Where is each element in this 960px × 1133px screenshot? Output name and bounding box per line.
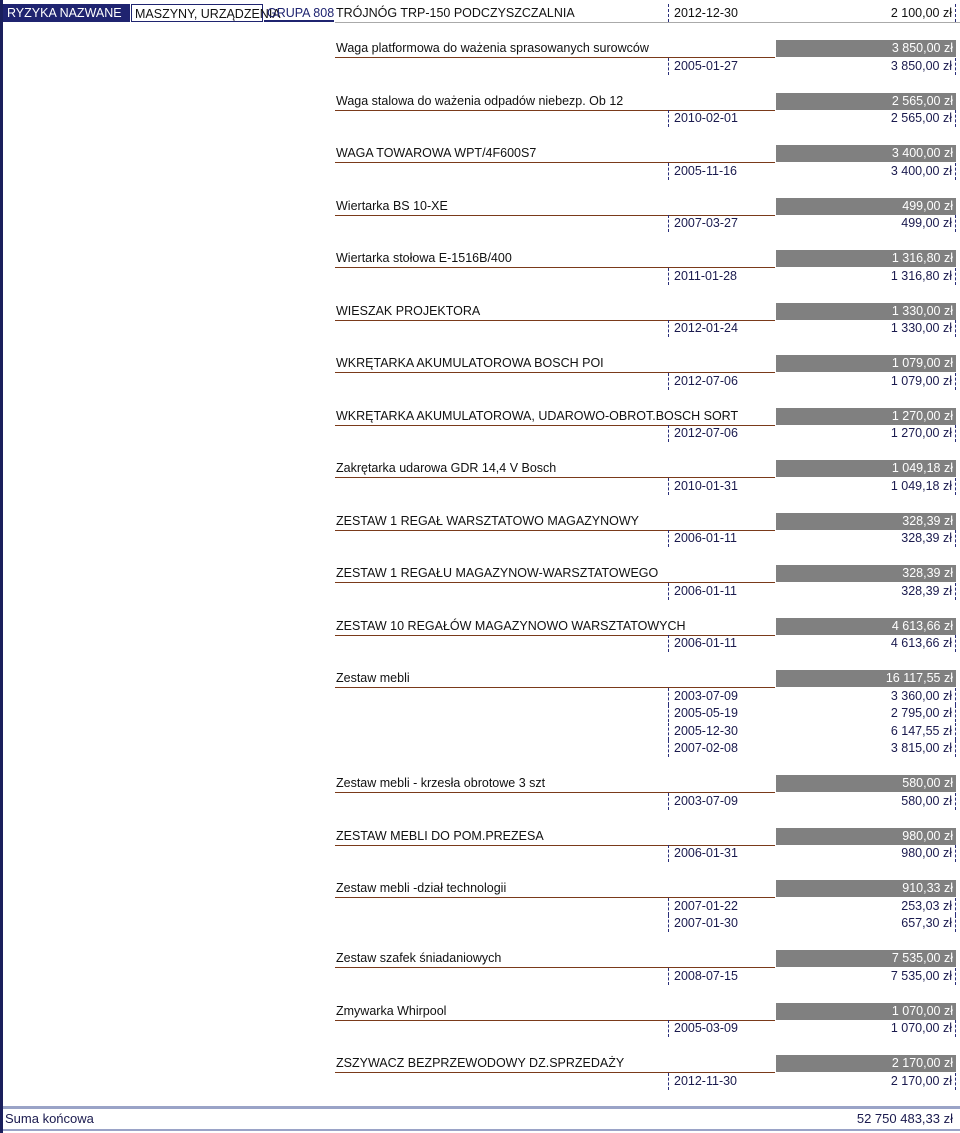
date-row (0, 1020, 960, 1037)
grand-total-value: 52 750 483,33 zł (856, 1111, 953, 1126)
date-row (0, 583, 960, 600)
row-date: 2005-11-16 (668, 163, 768, 180)
date-row (0, 915, 960, 932)
row-value: 3 360,00 zł (776, 688, 956, 705)
item-subtotal: 7 535,00 zł (891, 951, 953, 965)
date-row (0, 740, 960, 757)
row-date: 2005-01-27 (668, 58, 768, 75)
date-row (0, 425, 960, 442)
date-row (0, 688, 960, 705)
item-name[interactable]: ZESTAW MEBLI DO POM.PREZESA (336, 828, 544, 843)
subcategory-header-cell[interactable]: MASZYNY, URZĄDZENIA (131, 4, 263, 22)
row-date: 2005-03-09 (668, 1020, 768, 1037)
date-row (0, 215, 960, 232)
row-date: 2008-07-15 (668, 968, 768, 985)
row-date: 2010-02-01 (668, 110, 768, 127)
row-date: 2011-01-28 (668, 268, 768, 285)
date-row (0, 845, 960, 862)
item-subtotal: 4 613,66 zł (891, 618, 953, 633)
item-name[interactable]: Waga stalowa do ważenia odpadów niebezp. Ob 12 (336, 93, 624, 108)
row-value: 980,00 zł (776, 845, 956, 862)
item-subtotal: 1 330,00 zł (891, 303, 953, 318)
row-date: 2010-01-31 (668, 478, 768, 495)
category-header-cell[interactable]: RYZYKA NAZWANE (3, 4, 130, 22)
item-subtotal: 910,33 zł (902, 881, 953, 895)
row-value: 499,00 zł (776, 215, 956, 232)
date-row (0, 163, 960, 180)
date-row (0, 110, 960, 127)
row-value: 3 850,00 zł (776, 58, 956, 75)
item-subtotal: 328,39 zł (902, 513, 953, 528)
item-name[interactable]: ZESTAW 1 REGAŁU MAGAZYNOW-WARSZTATOWEGO (336, 566, 659, 580)
row-value: 2 170,00 zł (776, 1073, 956, 1090)
item-name[interactable]: Zestaw mebli -dział technologii (336, 881, 507, 895)
row-value: 328,39 zł (776, 583, 956, 600)
row-date: 2006-01-31 (668, 845, 768, 862)
item-subtotal: 3 400,00 zł (891, 146, 953, 160)
item-subtotal: 499,00 zł (902, 198, 953, 213)
row-value: 253,03 zł (776, 898, 956, 915)
item-subtotal: 2 170,00 zł (891, 1056, 953, 1070)
row-value: 3 400,00 zł (776, 163, 956, 180)
date-row (0, 793, 960, 810)
date-row (0, 635, 960, 652)
item-subtotal: 16 117,55 zł (885, 671, 953, 685)
first-item-date: 2012-12-30 (668, 4, 768, 22)
date-row (0, 268, 960, 285)
row-value: 1 316,80 zł (776, 268, 956, 285)
date-row (0, 1073, 960, 1090)
row-value: 4 613,66 zł (776, 635, 956, 652)
item-name[interactable]: Wiertarka stołowa E-1516B/400 (336, 251, 512, 265)
item-name[interactable]: WAGA TOWAROWA WPT/4F600S7 (336, 146, 537, 160)
row-date: 2007-02-08 (668, 740, 768, 757)
date-row (0, 478, 960, 495)
item-name[interactable]: Zestaw mebli (336, 671, 410, 685)
item-subtotal: 980,00 zł (902, 828, 953, 843)
date-row (0, 58, 960, 75)
row-value: 2 795,00 zł (776, 705, 956, 722)
row-value: 1 070,00 zł (776, 1020, 956, 1037)
grand-total-label: Suma końcowa (5, 1111, 94, 1126)
bottom-divider (3, 1129, 960, 1131)
date-row (0, 898, 960, 915)
date-row (0, 968, 960, 985)
row-value: 328,39 zł (776, 530, 956, 547)
item-subtotal: 1 270,00 zł (891, 408, 953, 423)
row-date: 2003-07-09 (668, 688, 768, 705)
item-name[interactable]: Zestaw mebli - krzesła obrotowe 3 szt (336, 776, 546, 790)
row-date: 2012-01-24 (668, 320, 768, 337)
item-name[interactable]: Zestaw szafek śniadaniowych (336, 951, 502, 965)
row-value: 3 815,00 zł (776, 740, 956, 757)
date-row (0, 373, 960, 390)
item-subtotal: 1 049,18 zł (891, 461, 953, 475)
item-subtotal: 1 079,00 zł (891, 356, 953, 370)
row-date: 2005-05-19 (668, 705, 768, 722)
row-date: 2007-01-22 (668, 898, 768, 915)
date-row (0, 723, 960, 740)
first-item-value: 2 100,00 zł (776, 4, 956, 22)
row-date: 2006-01-11 (668, 583, 768, 600)
row-date: 2006-01-11 (668, 530, 768, 547)
row-date: 2012-11-30 (668, 1073, 768, 1090)
row-value: 1 049,18 zł (776, 478, 956, 495)
item-subtotal: 1 070,00 zł (891, 1003, 953, 1018)
item-name[interactable]: ZESTAW 1 REGAŁ WARSZTATOWO MAGAZYNOWY (336, 513, 640, 528)
row-date: 2012-07-06 (668, 373, 768, 390)
item-subtotal: 328,39 zł (902, 566, 953, 580)
item-subtotal: 1 316,80 zł (891, 251, 953, 265)
row-date: 2005-12-30 (668, 723, 768, 740)
header-divider (335, 22, 960, 23)
item-name[interactable]: WIESZAK PROJEKTORA (336, 303, 481, 318)
item-name[interactable]: Zmywarka Whirpool (336, 1003, 447, 1018)
row-date: 2003-07-09 (668, 793, 768, 810)
first-item-name: TRÓJNÓG TRP-150 PODCZYSZCZALNIA (336, 6, 575, 20)
item-name[interactable]: Wiertarka BS 10-XE (336, 198, 448, 213)
row-value: 6 147,55 zł (776, 723, 956, 740)
item-subtotal: 2 565,00 zł (891, 93, 953, 108)
row-value: 657,30 zł (776, 915, 956, 932)
row-value: 1 079,00 zł (776, 373, 956, 390)
row-value: 1 330,00 zł (776, 320, 956, 337)
row-value: 2 565,00 zł (776, 110, 956, 127)
group-header-cell[interactable]: GRUPA 808 (264, 4, 334, 22)
item-name[interactable]: Zakrętarka udarowa GDR 14,4 V Bosch (336, 461, 557, 475)
row-value: 1 270,00 zł (776, 425, 956, 442)
row-value: 7 535,00 zł (776, 968, 956, 985)
row-date: 2006-01-11 (668, 635, 768, 652)
item-name[interactable]: Waga platformowa do ważenia sprasowanych surowców (336, 41, 649, 55)
row-date: 2007-01-30 (668, 915, 768, 932)
row-date: 2012-07-06 (668, 425, 768, 442)
date-row (0, 530, 960, 547)
item-name[interactable]: ZESTAW 10 REGAŁÓW MAGAZYNOWO WARSZTATOWYCH (336, 618, 686, 633)
date-row (0, 705, 960, 722)
item-name[interactable]: WKRĘTARKA AKUMULATOROWA, UDAROWO-OBROT.BOSCH SORT (336, 408, 739, 423)
row-date: 2007-03-27 (668, 215, 768, 232)
row-value: 580,00 zł (776, 793, 956, 810)
item-subtotal: 3 850,00 zł (891, 41, 953, 55)
footer-divider (3, 1106, 960, 1109)
item-name[interactable]: WKRĘTARKA AKUMULATOROWA BOSCH POI (336, 356, 604, 370)
date-row (0, 320, 960, 337)
item-name[interactable]: ZSZYWACZ BEZPRZEWODOWY DZ.SPRZEDAŻY (336, 1056, 625, 1070)
item-subtotal: 580,00 zł (902, 776, 953, 790)
